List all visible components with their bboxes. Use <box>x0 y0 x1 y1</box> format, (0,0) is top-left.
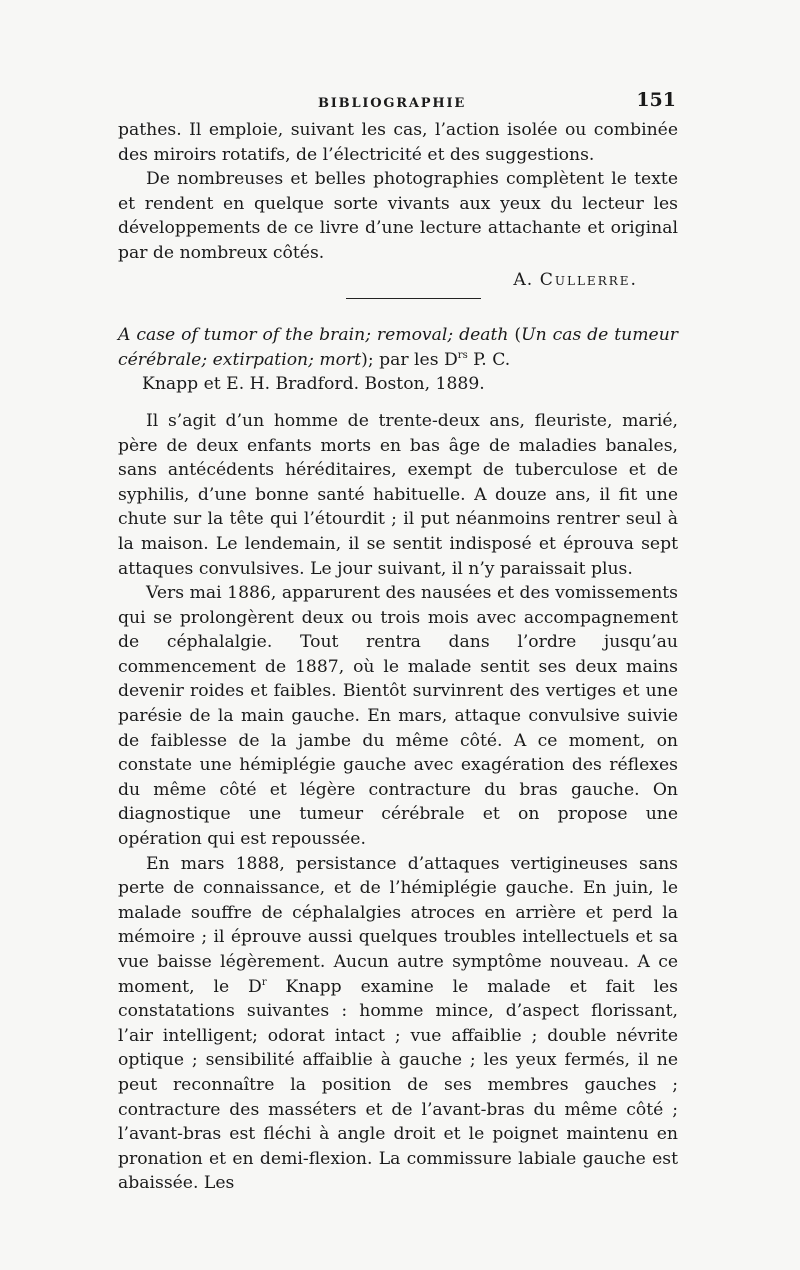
running-title: BIBLIOGRAPHIE <box>318 96 467 111</box>
authors-prefix: par les D <box>379 349 458 370</box>
signature-initial: A. <box>513 269 540 290</box>
citation-publication: Knapp et E. H. Bradford. Boston, 1889. <box>142 374 485 395</box>
title-french: Un cas de tumeur cérébrale; extirpation; mort <box>118 325 679 370</box>
paragraph-3-end: Knapp examine le malade et fait les constatations suivantes : homme mince, d’aspect florissant, l’air intelligent; odorat intact ; vue affaiblie ; double névrite optique ; sensibilité affaiblie à gauche ; les yeux fermés, il ne peut reconnaître la position de ses membres gauches ; contracture des masséters et de l’avant-bras du même côté ; l’avant-bras est fléchi à angle droit et le poignet maintenu en pronation et en demi-flexion. La commissure labiale gauche est abaissée. Les <box>118 976 678 1194</box>
paragraph-3-start: En mars 1888, persistance d’attaques vertigineuses sans perte de connaissance, et de l’hémiplégie gauche. En juin, le malade souffre de céphalalgies atroces en arrière et perd la mémoire ; il éprouve aussi quelques troubles intellectuels et sa vue baisse légèrement. Aucun autre symptôme nouveau. A ce moment, le D <box>118 853 678 997</box>
signature-name: Cullerre. <box>539 269 638 290</box>
doctor-superscript: r <box>261 976 267 988</box>
review-citation: A case of tumor of the brain; removal; death (Un cas de tumeur cérébrale; extirpation; mort); par les $D^{rs}$ P. C. Knapp et E. H. Bradford. Boston, 1889. <box>118 323 678 397</box>
continuation-paragraph-2: De nombreuses et belles photographies complètent le texte et rendent en quelque sorte vivants aux yeux du lecteur les développements de ce livre d’une lecture attachante et original par de nombreux côtés. <box>118 169 678 263</box>
authors-superscript: rs <box>457 349 468 361</box>
authors-names: P. C. <box>467 349 511 370</box>
review-paragraph-3 <box>118 852 678 1196</box>
page-header <box>118 88 678 118</box>
review-signature <box>118 268 678 293</box>
review-paragraph-1: Il s’agit d’un homme de trente-deux ans, fleuriste, marié, père de deux enfants morts en bas âge de maladies banales, sans antécédents héréditaires, exempt de tuberculose et de syphilis, d’une bonne santé habituelle. A douze ans, il fit une chute sur la tête qui l’étourdit ; il put néanmoins rentrer seul à la maison. Le lendemain, il se sentit indisposé et éprouva sept attaques convulsives. Le jour suivant, il n’y paraissait plus. <box>118 410 678 579</box>
title-english: A case of tumor of the brain; removal; death <box>118 325 509 346</box>
page-number: 151 <box>636 89 676 111</box>
book-page <box>118 88 678 1196</box>
review-paragraph-2: Vers mai 1886, apparurent des nausées et des vomissements qui se prolongèrent deux ou trois mois avec accompagnement de céphalalgie. Tout rentra dans l’ordre jusqu’au commencement de 1887, où le malade sentit ses deux mains devenir roides et faibles. Bientôt survinrent des vertiges et une parésie de la main gauche. En mars, attaque convulsive suivie de faiblesse de la jambe du même côté. A ce moment, on constate une hémiplégie gauche avec exagération des réflexes du même côté et légère contracture du bras gauche. On diagnostique une tumeur cérébrale et on propose une opération qui est repoussée. <box>118 583 678 850</box>
section-divider <box>346 298 481 299</box>
continuation-paragraph-1: pathes. Il emploie, suivant les cas, l’action isolée ou combinée des miroirs rotatifs, de l’électricité et des suggestions. <box>118 120 678 165</box>
